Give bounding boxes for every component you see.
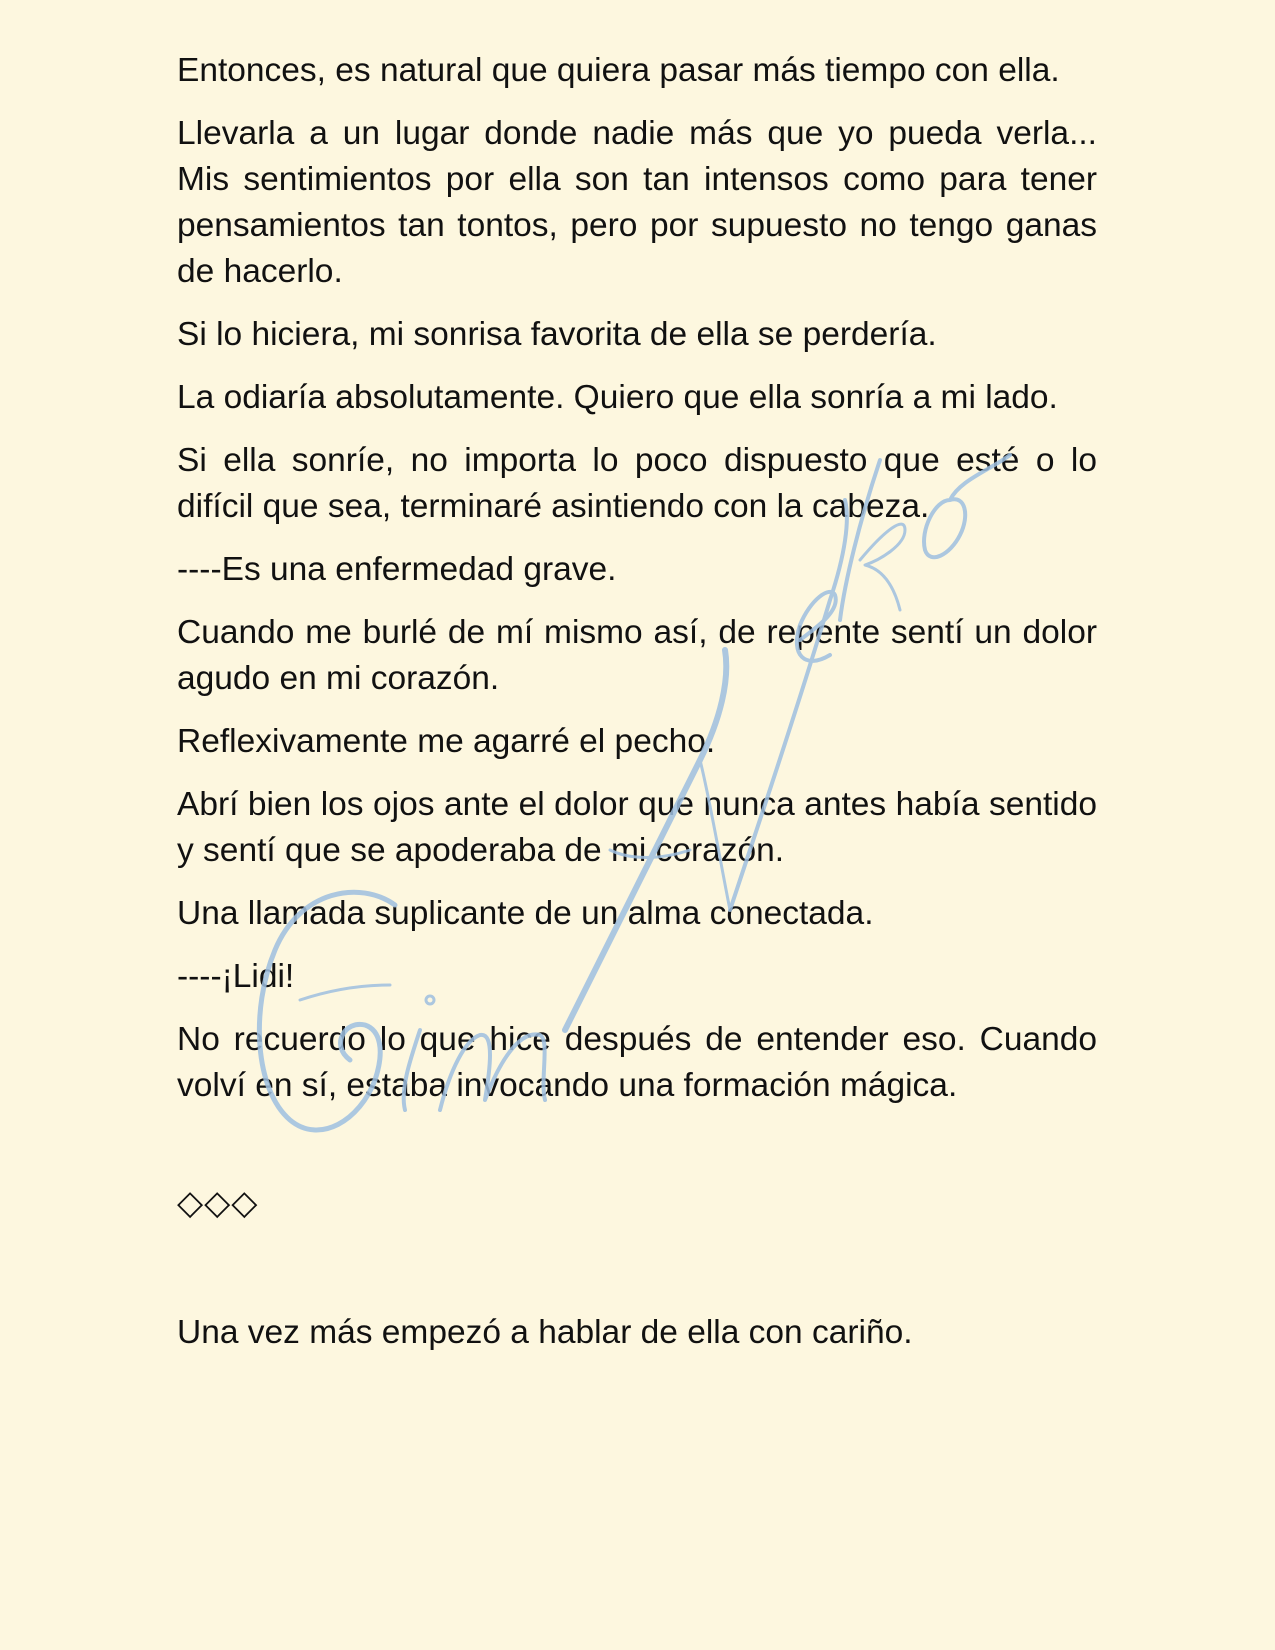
paragraph: ----Es una enfermedad grave. xyxy=(177,551,617,588)
paragraph: Abrí bien los ojos ante el dolor que nunca antes había sentido y sentí que se apoderaba de mi corazón. xyxy=(177,786,1097,869)
paragraph: Si ella sonríe, no importa lo poco dispuesto que esté o lo difícil que sea, terminaré asintiendo con la cabeza. xyxy=(177,442,1097,525)
paragraph: La odiaría absolutamente. Quiero que ella sonría a mi lado. xyxy=(177,379,1058,416)
paragraph: No recuerdo lo que hice después de entender eso. Cuando volví en sí, estaba invocando una formación mágica. xyxy=(177,1021,1097,1104)
paragraph: Cuando me burlé de mí mismo así, de repente sentí un dolor agudo en mi corazón. xyxy=(177,614,1097,697)
paragraph: Una vez más empezó a hablar de ella con cariño. xyxy=(177,1314,913,1351)
paragraph: Llevarla a un lugar donde nadie más que yo pueda verla... Mis sentimientos por ella son tan intensos como para tener pensamientos tan tontos, pero por supuesto no tengo ganas de hacerlo. xyxy=(177,115,1097,290)
paragraph: Una llamada suplicante de un alma conectada. xyxy=(177,895,874,932)
section-separator: ◇◇◇ xyxy=(177,1183,259,1223)
paragraph: Si lo hiciera, mi sonrisa favorita de ella se perdería. xyxy=(177,316,937,353)
paragraph: Entonces, es natural que quiera pasar más tiempo con ella. xyxy=(177,52,1060,89)
document-body xyxy=(177,48,1097,1373)
paragraph: Reflexivamente me agarré el pecho. xyxy=(177,723,716,760)
paragraph: ----¡Lidi! xyxy=(177,958,295,995)
